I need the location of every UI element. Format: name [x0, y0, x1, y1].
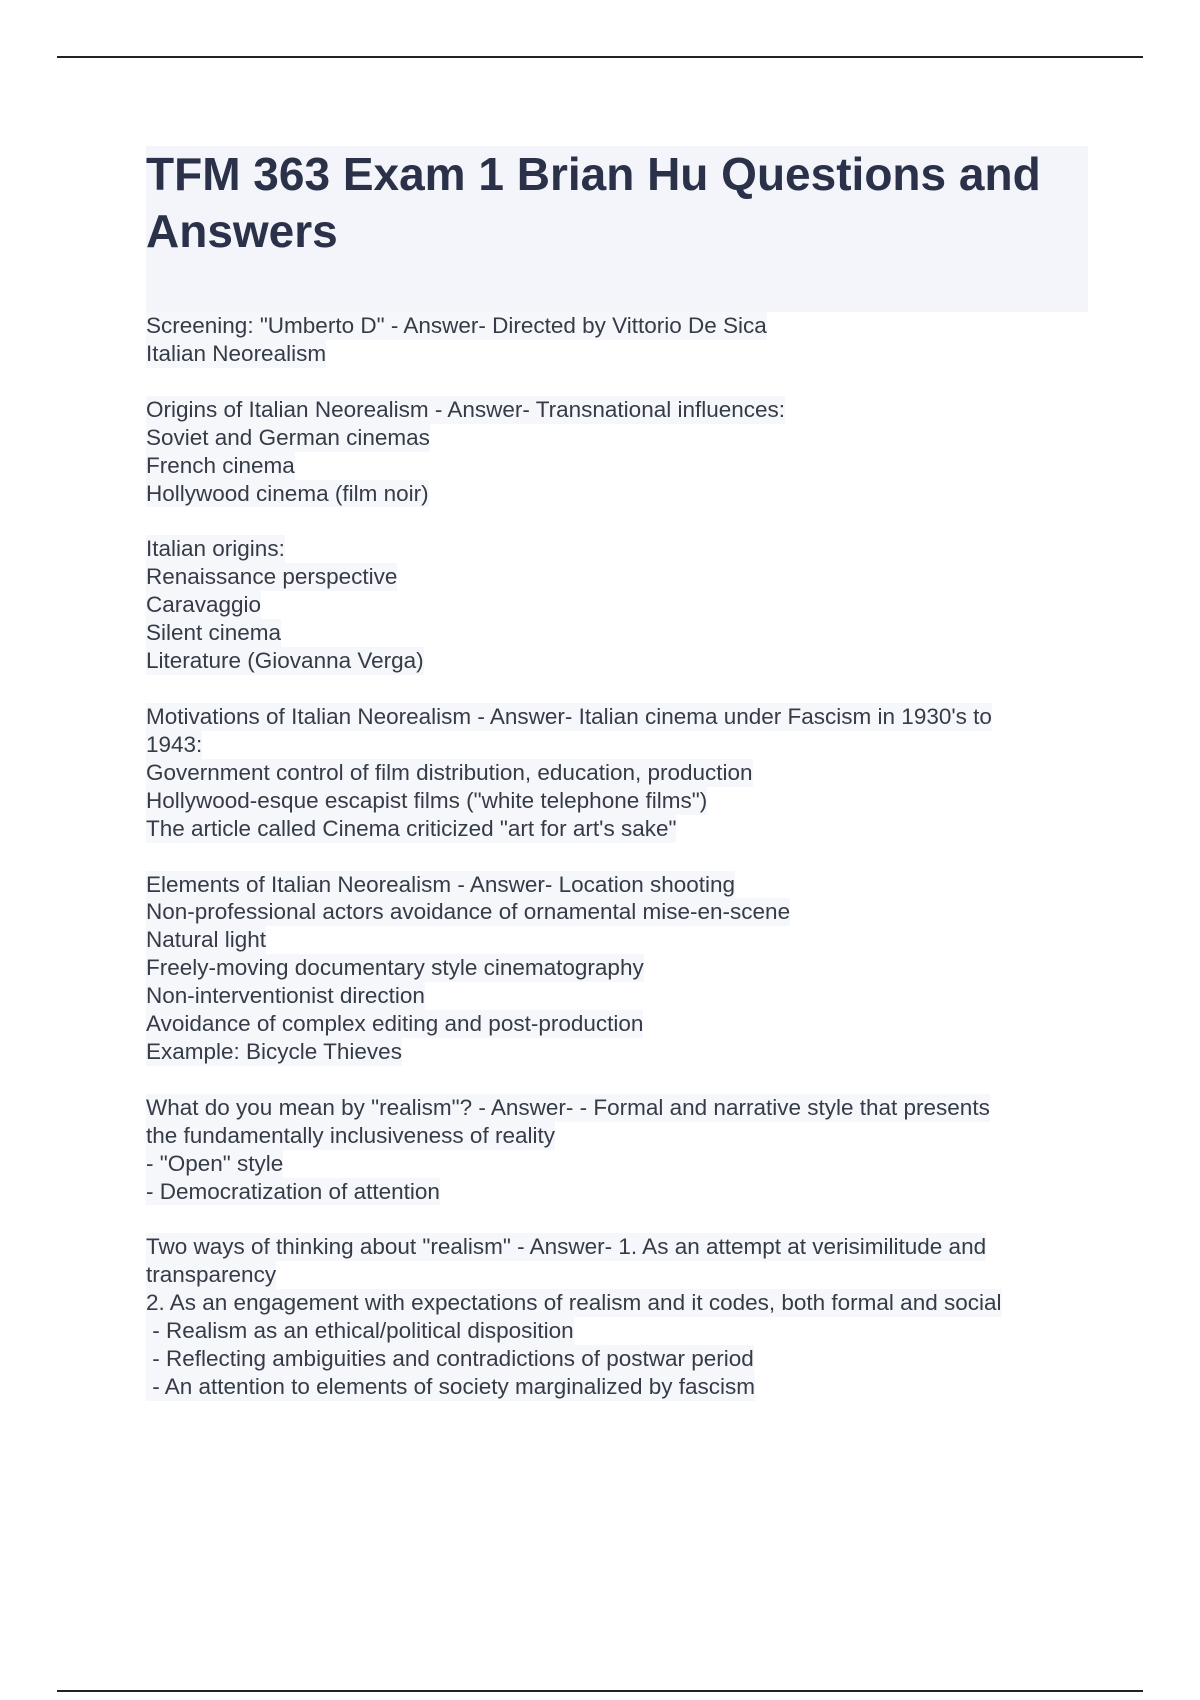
qa-entry: [146, 703, 1088, 843]
entry-line: 2. As an engagement with expectations of realism and it codes, both formal and social: [146, 1290, 1002, 1316]
entry-line: The article called Cinema criticized "art for art's sake": [146, 815, 677, 841]
entry-line: Government control of film distribution, education, production: [146, 759, 753, 785]
entry-line: Screening: "Umberto D" - Answer- Directed by Vittorio De Sica: [146, 313, 767, 338]
entry-line: Elements of Italian Neorealism - Answer- Location shooting: [146, 871, 736, 897]
entry-line: French cinema: [146, 452, 295, 478]
entry-line: Caravaggio: [146, 592, 262, 618]
entry-line: Italian origins:: [146, 536, 285, 562]
entry-line: Non-professional actors avoidance of ornamental mise-en-scene: [146, 899, 791, 925]
document-body: [146, 312, 1088, 1429]
entry-line: - "Open" style: [146, 1150, 284, 1176]
entry-line: - Realism as an ethical/political disposition: [146, 1318, 574, 1344]
entry-line: Two ways of thinking about "realism" - Answer- 1. As an attempt at verisimilitude and: [146, 1234, 987, 1260]
entry-line: - Democratization of attention: [146, 1178, 440, 1204]
qa-entry: [146, 396, 1088, 508]
entry-line: Natural light: [146, 927, 267, 953]
entry-line: the fundamentally inclusiveness of reality: [146, 1122, 555, 1148]
bottom-rule: [57, 1690, 1143, 1692]
entry-line: Example: Bicycle Thieves: [146, 1038, 402, 1064]
entry-line: Silent cinema: [146, 620, 282, 646]
entry-line: - An attention to elements of society marginalized by fascism: [146, 1374, 756, 1399]
qa-entry: [146, 1233, 1088, 1400]
qa-entry: [146, 871, 1088, 1066]
entry-line: transparency: [146, 1262, 277, 1288]
qa-entry: [146, 535, 1088, 675]
entry-line: Hollywood cinema (film noir): [146, 480, 429, 506]
entry-line: Hollywood-esque escapist films ("white telephone films"): [146, 787, 708, 813]
entry-line: Origins of Italian Neorealism - Answer- Transnational influences:: [146, 396, 786, 422]
qa-entry: [146, 1094, 1088, 1206]
qa-entry: [146, 312, 1088, 368]
entry-line: Non-interventionist direction: [146, 983, 425, 1009]
entry-line: Avoidance of complex editing and post-production: [146, 1011, 644, 1037]
entry-line: Soviet and German cinemas: [146, 424, 430, 450]
document-title: TFM 363 Exam 1 Brian Hu Questions and Answers: [146, 148, 1041, 257]
entry-line: - Reflecting ambiguities and contradictions of postwar period: [146, 1346, 754, 1372]
top-rule: [57, 56, 1143, 58]
entry-line: Renaissance perspective: [146, 564, 398, 590]
entry-line: 1943:: [146, 731, 203, 757]
entry-line: Literature (Giovanna Verga): [146, 648, 424, 674]
entry-line: Italian Neorealism: [146, 340, 327, 366]
entry-line: Freely-moving documentary style cinematography: [146, 955, 644, 981]
entry-line: What do you mean by "realism"? - Answer- - Formal and narrative style that presents: [146, 1094, 990, 1120]
entry-line: Motivations of Italian Neorealism - Answer- Italian cinema under Fascism in 1930's to: [146, 703, 992, 729]
